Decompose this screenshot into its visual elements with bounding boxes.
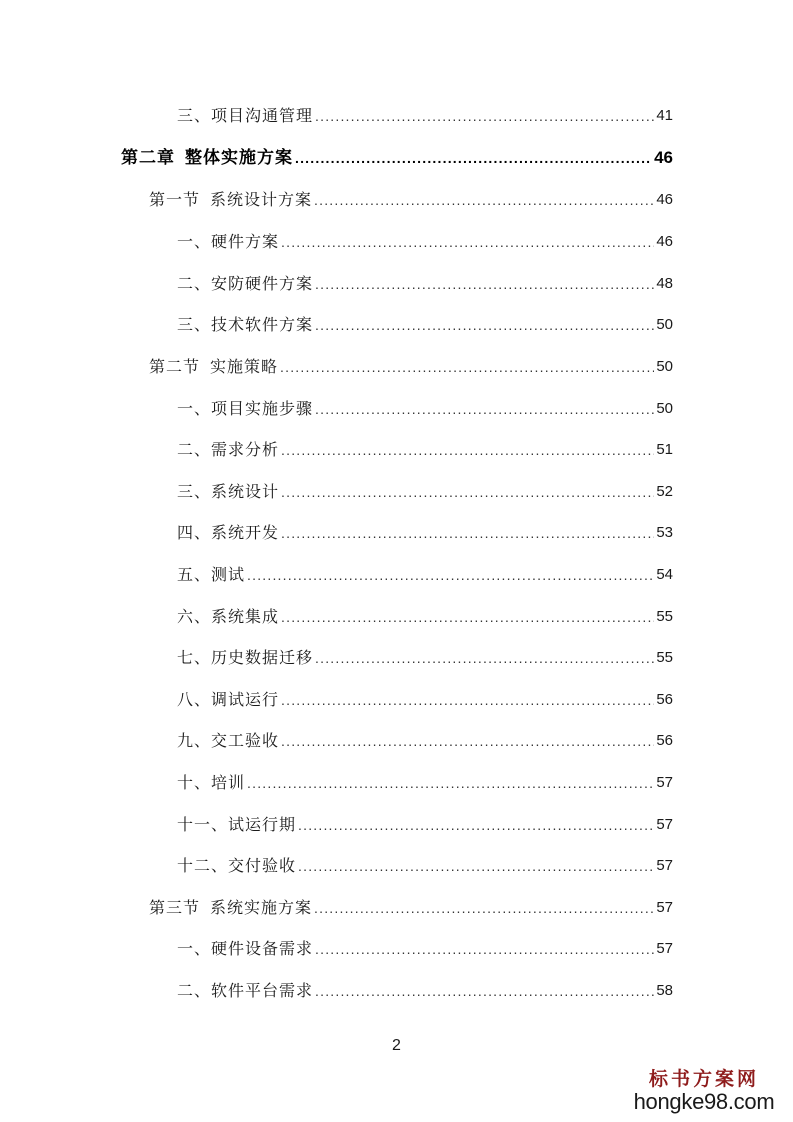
toc-entry[interactable] <box>177 521 673 545</box>
toc-leader-dots <box>315 937 654 961</box>
toc-entry[interactable] <box>177 563 673 587</box>
toc-page-number: 58 <box>656 982 673 999</box>
toc-leader-dots <box>298 813 654 837</box>
toc-leader-dots <box>315 646 654 670</box>
toc-entry-title <box>149 188 312 212</box>
toc-page-number: 54 <box>656 566 673 583</box>
toc-entry[interactable] <box>177 688 673 712</box>
toc-leader-dots <box>315 397 654 421</box>
toc-entry-title <box>149 355 278 379</box>
section-title: 系统实施方案 <box>210 898 313 917</box>
toc-page-number: 50 <box>656 400 673 417</box>
toc-page-number: 46 <box>656 191 673 208</box>
toc-entry[interactable] <box>177 854 673 878</box>
toc-leader-dots <box>295 146 652 170</box>
toc-leader-dots <box>247 563 654 587</box>
toc-leader-dots <box>314 188 654 212</box>
toc-leader-dots <box>315 979 654 1003</box>
toc-page-number: 46 <box>656 233 673 250</box>
toc-entry-title: 一、硬件设备需求 <box>177 939 314 958</box>
toc-entry-title: 三、系统设计 <box>177 482 280 501</box>
toc-entry-title: 七、历史数据迁移 <box>177 648 314 667</box>
toc-entry-title <box>121 146 293 170</box>
toc-entry-title: 一、硬件方案 <box>177 232 280 251</box>
toc-entry-title: 八、调试运行 <box>177 690 280 709</box>
toc-leader-dots <box>281 480 654 504</box>
chapter-title: 整体实施方案 <box>185 148 293 168</box>
toc-entry-title <box>149 896 312 920</box>
toc-entry-title: 二、软件平台需求 <box>177 981 314 1000</box>
toc-leader-dots <box>281 729 654 753</box>
toc-entry[interactable] <box>177 729 673 753</box>
toc-page-number: 53 <box>656 524 673 541</box>
toc-entry[interactable] <box>177 313 673 337</box>
toc-entry-title: 一、项目实施步骤 <box>177 399 314 418</box>
page-number: 2 <box>392 1037 401 1054</box>
toc-entry-title: 九、交工验收 <box>177 731 280 750</box>
toc-chapter-entry[interactable] <box>121 146 673 170</box>
toc-page-number: 50 <box>656 316 673 333</box>
toc-entry-title: 十二、交付验收 <box>177 856 297 875</box>
toc-leader-dots <box>315 313 654 337</box>
toc-entry[interactable] <box>177 230 673 254</box>
toc-entry[interactable] <box>177 480 673 504</box>
toc-entry-title: 十一、试运行期 <box>177 815 297 834</box>
toc-entry[interactable] <box>177 646 673 670</box>
section-title: 实施策略 <box>210 357 279 376</box>
toc-page-number: 56 <box>656 732 673 749</box>
toc-page-number: 55 <box>656 649 673 666</box>
toc-page-number: 46 <box>654 148 673 167</box>
toc-section-entry[interactable] <box>149 896 673 920</box>
toc-entry[interactable] <box>177 605 673 629</box>
toc-entry-title: 四、系统开发 <box>177 523 280 542</box>
toc-entry-title: 二、安防硬件方案 <box>177 274 314 293</box>
toc-page-number: 57 <box>656 857 673 874</box>
toc-page-number: 48 <box>656 275 673 292</box>
toc-entry-title: 十、培训 <box>177 773 246 792</box>
toc-entry[interactable] <box>177 813 673 837</box>
section-number: 第二节 <box>149 357 201 376</box>
toc-leader-dots <box>280 355 654 379</box>
toc-page-number: 52 <box>656 483 673 500</box>
toc-entry[interactable] <box>177 771 673 795</box>
toc-page-number: 41 <box>656 107 673 124</box>
toc-leader-dots <box>281 688 654 712</box>
toc-entry[interactable] <box>177 979 673 1003</box>
toc-leader-dots <box>281 605 654 629</box>
toc-section-entry[interactable] <box>149 355 673 379</box>
toc-entry-title: 五、测试 <box>177 565 246 584</box>
toc-entry[interactable] <box>177 438 673 462</box>
toc-page-number: 57 <box>656 940 673 957</box>
toc-page-number: 57 <box>656 816 673 833</box>
toc-page-number: 57 <box>656 774 673 791</box>
section-number: 第一节 <box>149 190 201 209</box>
watermark-url: hongke98.com <box>633 1089 775 1114</box>
toc-entry[interactable] <box>177 272 673 296</box>
toc-leader-dots <box>247 771 654 795</box>
toc-page-number: 57 <box>656 899 673 916</box>
toc-leader-dots <box>314 896 654 920</box>
section-number: 第三节 <box>149 898 201 917</box>
toc-leader-dots <box>281 230 654 254</box>
toc-leader-dots <box>315 272 654 296</box>
toc-leader-dots <box>298 854 654 878</box>
toc-entry[interactable] <box>177 104 673 128</box>
toc-leader-dots <box>315 104 654 128</box>
site-watermark <box>629 1068 779 1114</box>
toc-entry[interactable] <box>177 397 673 421</box>
toc-entry-title: 三、项目沟通管理 <box>177 106 314 125</box>
toc-page-number: 56 <box>656 691 673 708</box>
toc-entry-title: 二、需求分析 <box>177 440 280 459</box>
toc-page-number: 55 <box>656 608 673 625</box>
watermark-site-name: 标书方案网 <box>648 1068 759 1090</box>
toc-entry[interactable] <box>177 937 673 961</box>
toc-section-entry[interactable] <box>149 188 673 212</box>
toc-entry-title: 六、系统集成 <box>177 607 280 626</box>
toc-leader-dots <box>281 438 654 462</box>
toc-page-number: 50 <box>656 358 673 375</box>
section-title: 系统设计方案 <box>210 190 313 209</box>
chapter-number: 第二章 <box>121 148 175 168</box>
toc-page-number: 51 <box>656 441 673 458</box>
toc-entry-title: 三、技术软件方案 <box>177 315 314 334</box>
toc-leader-dots <box>281 521 654 545</box>
